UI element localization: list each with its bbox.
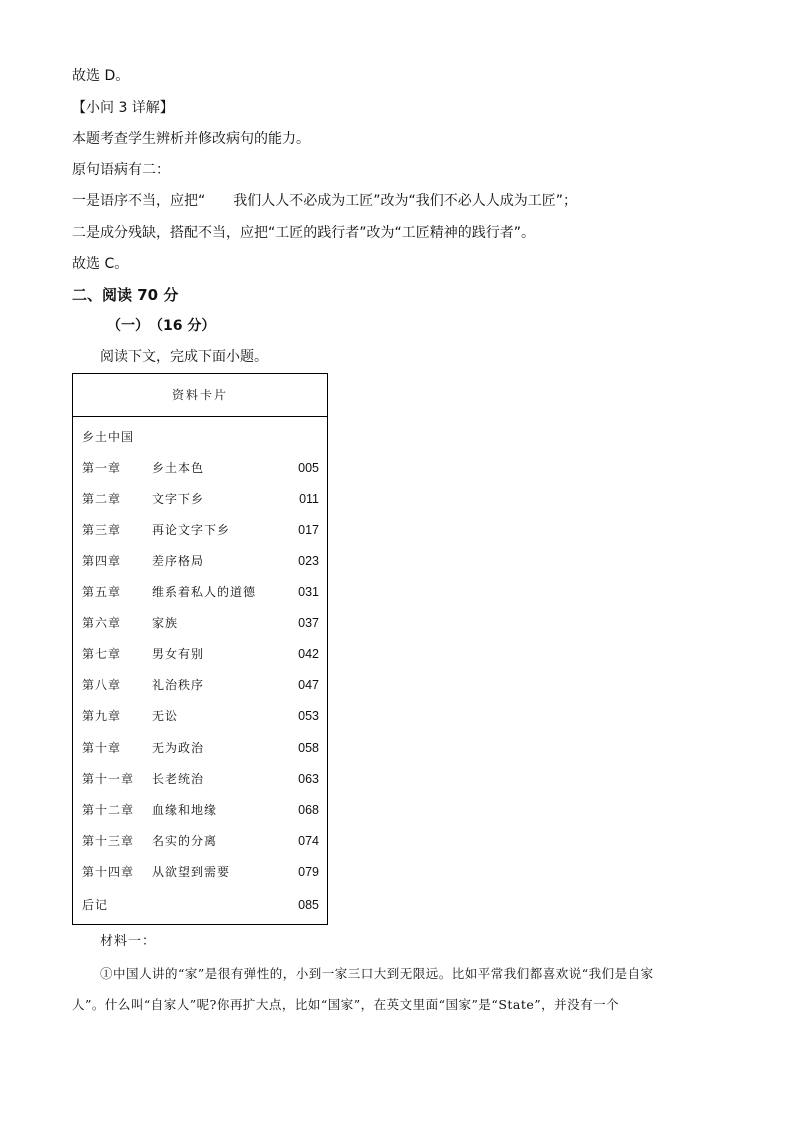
chapter-number: 第四章: [82, 554, 122, 568]
toc-row: [82, 644, 319, 664]
chapter-title: 血缘和地缘: [152, 803, 218, 817]
chapter-title: 长老统治: [152, 772, 205, 786]
material-label: 材料一：: [100, 934, 157, 949]
chapter-page: 031: [298, 585, 319, 599]
toc-row: [82, 831, 319, 851]
chapter-number: 第十章: [82, 741, 122, 755]
toc-row: [82, 706, 319, 726]
chapter-number: 第三章: [82, 523, 122, 537]
chapter-number: 第十二章: [82, 803, 135, 817]
answer-line-4: 原句语病有二：: [72, 162, 170, 178]
card-title: 资料卡片: [73, 374, 327, 417]
book-title-row: [82, 427, 319, 447]
chapter-title: 维系着私人的道德: [152, 585, 257, 599]
toc-row-afterword: [82, 895, 319, 915]
chapter-page: 037: [298, 616, 319, 630]
chapter-title: 差序格局: [152, 554, 205, 568]
chapter-page: 053: [298, 709, 319, 723]
chapter-page: 011: [299, 492, 319, 506]
chapter-number: 第五章: [82, 585, 122, 599]
instruction: 阅读下文，完成下面小题。: [100, 349, 268, 365]
toc-row: [82, 738, 319, 758]
toc-row: [82, 862, 319, 882]
chapter-page: 023: [298, 554, 319, 568]
chapter-number: 第十四章: [82, 865, 135, 879]
chapter-page: 068: [298, 803, 319, 817]
toc-row: [82, 769, 319, 789]
toc-row: [82, 489, 319, 509]
chapter-page: 058: [298, 741, 319, 755]
answer-line-1: 故选 D。: [72, 68, 130, 84]
material-paragraph-line-1: ①中国人讲的“家”是很有弹性的，小到一家三口大到无限远。比如平常我们都喜欢说“我们是自家: [100, 966, 654, 981]
chapter-number: 第七章: [82, 647, 122, 661]
chapter-number: 第一章: [82, 461, 122, 475]
chapter-page: 042: [298, 647, 319, 661]
chapter-title: 无讼: [152, 709, 179, 723]
chapter-title: 礼治秩序: [152, 678, 205, 692]
chapter-title: 家族: [152, 616, 179, 630]
afterword-label: 后记: [82, 898, 109, 912]
toc-row: [82, 613, 319, 633]
chapter-number: 第十三章: [82, 834, 135, 848]
toc-row: [82, 520, 319, 540]
info-card: [72, 373, 328, 925]
chapter-number: 第六章: [82, 616, 122, 630]
answer-line-2: 【小问 3 详解】: [72, 100, 174, 116]
chapter-title: 从欲望到需要: [152, 865, 231, 879]
chapter-page: 063: [298, 772, 319, 786]
chapter-number: 第八章: [82, 678, 122, 692]
toc-row: [82, 551, 319, 571]
chapter-title: 无为政治: [152, 741, 205, 755]
answer-line-6: 二是成分残缺，搭配不当，应把“工匠的践行者”改为“工匠精神的践行者”。: [72, 225, 536, 241]
chapter-title: 文字下乡: [152, 492, 205, 506]
toc-row: [82, 458, 319, 478]
answer-line-7: 故选 C。: [72, 256, 129, 272]
chapter-page: 079: [298, 865, 319, 879]
chapter-title: 再论文字下乡: [152, 523, 231, 537]
chapter-page: 047: [298, 678, 319, 692]
chapter-page: 017: [298, 523, 319, 537]
answer-line-5: 一是语序不当，应把“ 我们人人不必成为工匠”改为“我们不必人人成为工匠”；: [72, 193, 578, 209]
book-title: 乡土中国: [82, 430, 135, 444]
chapter-page: 005: [298, 461, 319, 475]
chapter-title: 男女有别: [152, 647, 205, 661]
chapter-title: 乡土本色: [152, 461, 205, 475]
toc-row: [82, 675, 319, 695]
subsection-title: （一） （16 分）: [107, 318, 216, 334]
toc-row: [82, 800, 319, 820]
answer-line-3: 本题考查学生辨析并修改病句的能力。: [72, 131, 310, 147]
material-paragraph-line-2: 人”。什么叫“自家人”呢?你再扩大点，比如“国家”，在英文里面“国家”是“State”，并没有一个: [72, 997, 620, 1012]
chapter-title: 名实的分离: [152, 834, 218, 848]
chapter-number: 第二章: [82, 492, 122, 506]
toc-row: [82, 582, 319, 602]
afterword-page: 085: [298, 898, 319, 912]
chapter-page: 074: [298, 834, 319, 848]
chapter-number: 第十一章: [82, 772, 135, 786]
chapter-number: 第九章: [82, 709, 122, 723]
section-title: 二、阅读 70 分: [72, 286, 179, 304]
